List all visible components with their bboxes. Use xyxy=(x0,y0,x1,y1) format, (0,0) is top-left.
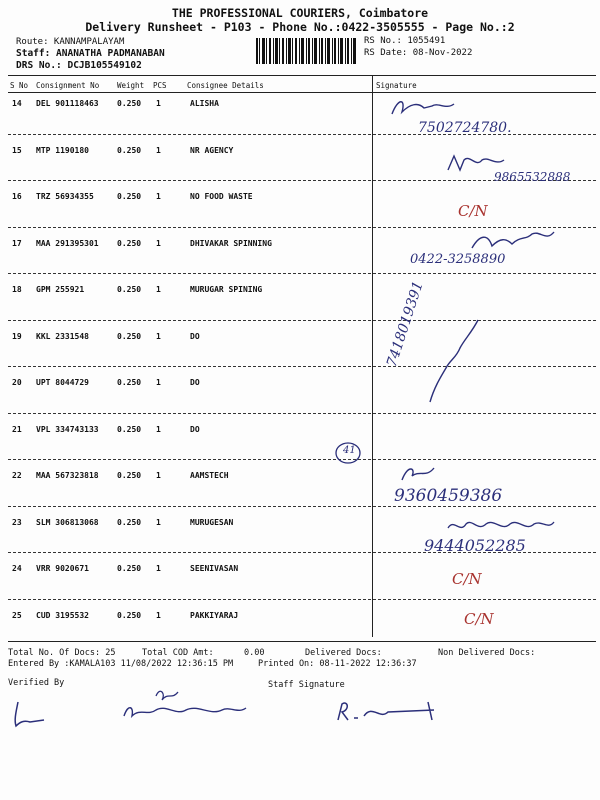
non-delivered-docs: Non Delivered Docs: xyxy=(438,648,536,658)
row-pcs: 1 xyxy=(156,610,161,620)
verified-by-label: Verified By xyxy=(8,678,65,688)
row-separator xyxy=(8,273,596,274)
row-weight: 0.250 xyxy=(117,471,142,480)
col-consignee: Consignee Details xyxy=(187,81,264,90)
signature-vertical xyxy=(420,318,490,404)
route-label: Route: KANNAMPALAYAM xyxy=(16,37,125,47)
row-sno: 25 xyxy=(12,610,22,620)
row-separator xyxy=(8,459,596,460)
table-bottom-rule xyxy=(8,641,596,642)
total-cod-value: 0.00 xyxy=(244,648,265,658)
row-consignment: KKL 2331548 xyxy=(36,331,89,341)
row-sno: 22 xyxy=(12,471,22,480)
row-consignment: MAA 567323818 xyxy=(36,471,99,480)
row-sno: 16 xyxy=(12,192,22,201)
row-pcs: 1 xyxy=(156,471,161,480)
supervisor-signature xyxy=(120,686,250,722)
row-consignment: VPL 334743133 xyxy=(36,424,99,434)
row-pcs: 1 xyxy=(156,331,161,341)
row-consignee: MURUGAR SPINING xyxy=(190,285,263,294)
row-weight: 0.250 xyxy=(117,99,142,108)
row-sno: 21 xyxy=(12,424,22,434)
row-consignee: PAKKIYARAJ xyxy=(190,610,239,620)
row-consignee: SEENIVASAN xyxy=(190,564,239,573)
row-pcs: 1 xyxy=(156,517,161,527)
col-signature: Signature xyxy=(376,81,417,90)
handwritten-phone-3: 0422-3258890 xyxy=(410,252,506,267)
cln-mark-row24: C/N xyxy=(452,570,482,588)
printed-on: Printed On: 08-11-2022 12:36:37 xyxy=(258,659,417,669)
row-weight: 0.250 xyxy=(117,517,142,527)
handwritten-vertical-number: 7418019391 xyxy=(384,279,427,369)
row-consignee: MURUGESAN xyxy=(190,517,234,527)
col-weight: Weight xyxy=(117,81,145,90)
row-weight: 0.250 xyxy=(117,285,142,294)
row-sno: 19 xyxy=(12,331,22,341)
row-consignment: MAA 291395301 xyxy=(36,238,99,248)
row-weight: 0.250 xyxy=(117,238,142,248)
circled-number: 41 xyxy=(343,445,356,456)
row-separator xyxy=(8,599,596,600)
table-header-rule xyxy=(8,92,596,93)
row-consignee: DO xyxy=(190,331,200,341)
row-consignee: DHIVAKAR SPINNING xyxy=(190,238,272,248)
row-sno: 17 xyxy=(12,238,22,248)
company-title: THE PROFESSIONAL COURIERS, Coimbatore xyxy=(171,6,429,20)
row-weight: 0.250 xyxy=(117,610,142,620)
row-weight: 0.250 xyxy=(117,331,142,341)
row-sno: 15 xyxy=(12,145,22,155)
col-pcs: PCS xyxy=(153,81,167,90)
row-sno: 18 xyxy=(12,285,22,294)
rs-date: RS Date: 08-Nov-2022 xyxy=(364,48,473,58)
handwritten-phone-5: 9444052285 xyxy=(424,536,526,555)
row-weight: 0.250 xyxy=(117,378,142,387)
rs-number: RS No.: 1055491 xyxy=(364,36,446,46)
row-consignee: DO xyxy=(190,378,200,387)
row-consignment: GPM 255921 xyxy=(36,285,85,294)
row-pcs: 1 xyxy=(156,192,161,201)
row-pcs: 1 xyxy=(156,99,161,108)
cln-mark-row16: C/N xyxy=(458,202,488,220)
row-weight: 0.250 xyxy=(117,145,142,155)
row-consignment: UPT 8044729 xyxy=(36,378,89,387)
row-pcs: 1 xyxy=(156,424,161,434)
row-pcs: 1 xyxy=(156,285,161,294)
drs-label: DRS No.: DCJB105549102 xyxy=(16,60,142,71)
signature-row17 xyxy=(470,228,556,254)
row-pcs: 1 xyxy=(156,564,161,573)
signature-row23 xyxy=(446,516,556,536)
row-weight: 0.250 xyxy=(117,192,142,201)
row-consignee: NO FOOD WASTE xyxy=(190,192,253,201)
cln-mark-row25: C/N xyxy=(464,610,494,628)
entered-by: Entered By :KAMALA103 11/08/2022 12:36:15 PM xyxy=(8,659,234,669)
row-consignee: ALISHA xyxy=(190,99,219,108)
row-separator xyxy=(8,506,596,507)
row-separator xyxy=(8,320,596,321)
row-consignee: DO xyxy=(190,424,200,434)
barcode xyxy=(256,38,358,64)
handwritten-phone-1: 7502724780. xyxy=(418,120,512,136)
row-consignment: TRZ 56934355 xyxy=(36,192,94,201)
row-weight: 0.250 xyxy=(117,424,142,434)
row-separator xyxy=(8,366,596,367)
row-consignment: VRR 9020671 xyxy=(36,564,89,573)
row-sno: 20 xyxy=(12,378,22,387)
runsheet-title: Delivery Runsheet - P103 - Phone No.:0422-3505555 - Page No.:2 xyxy=(85,20,515,34)
row-sno: 14 xyxy=(12,99,22,108)
signature-row14 xyxy=(388,96,458,120)
staff-label: Staff: ANANATHA PADMANABAN xyxy=(16,48,165,59)
row-pcs: 1 xyxy=(156,378,161,387)
row-sno: 24 xyxy=(12,564,22,573)
col-sno: S No xyxy=(10,81,29,90)
row-separator xyxy=(8,413,596,414)
row-consignment: DEL 901118463 xyxy=(36,99,99,108)
staff-signature-label: Staff Signature xyxy=(268,680,345,690)
verified-signature xyxy=(10,700,50,730)
row-sno: 23 xyxy=(12,517,22,527)
delivered-docs: Delivered Docs: xyxy=(305,648,382,658)
row-pcs: 1 xyxy=(156,238,161,248)
row-consignment: CUD 3195532 xyxy=(36,610,89,620)
table-top-rule xyxy=(8,75,596,76)
row-consignee: AAMSTECH xyxy=(190,471,229,480)
total-docs: Total No. Of Docs: 25 xyxy=(8,648,116,658)
staff-signature xyxy=(336,698,446,724)
row-pcs: 1 xyxy=(156,145,161,155)
row-consignment: MTP 1190180 xyxy=(36,145,89,155)
total-cod-label: Total COD Amt: xyxy=(142,648,214,658)
row-weight: 0.250 xyxy=(117,564,142,573)
signature-row22 xyxy=(400,462,440,484)
col-consignment: Consignment No xyxy=(36,81,100,90)
row-consignee: NR AGENCY xyxy=(190,145,234,155)
handwritten-phone-4: 9360459386 xyxy=(394,486,503,506)
row-consignment: SLM 306813068 xyxy=(36,517,99,527)
handwritten-phone-2: 9865532888 xyxy=(494,170,571,184)
